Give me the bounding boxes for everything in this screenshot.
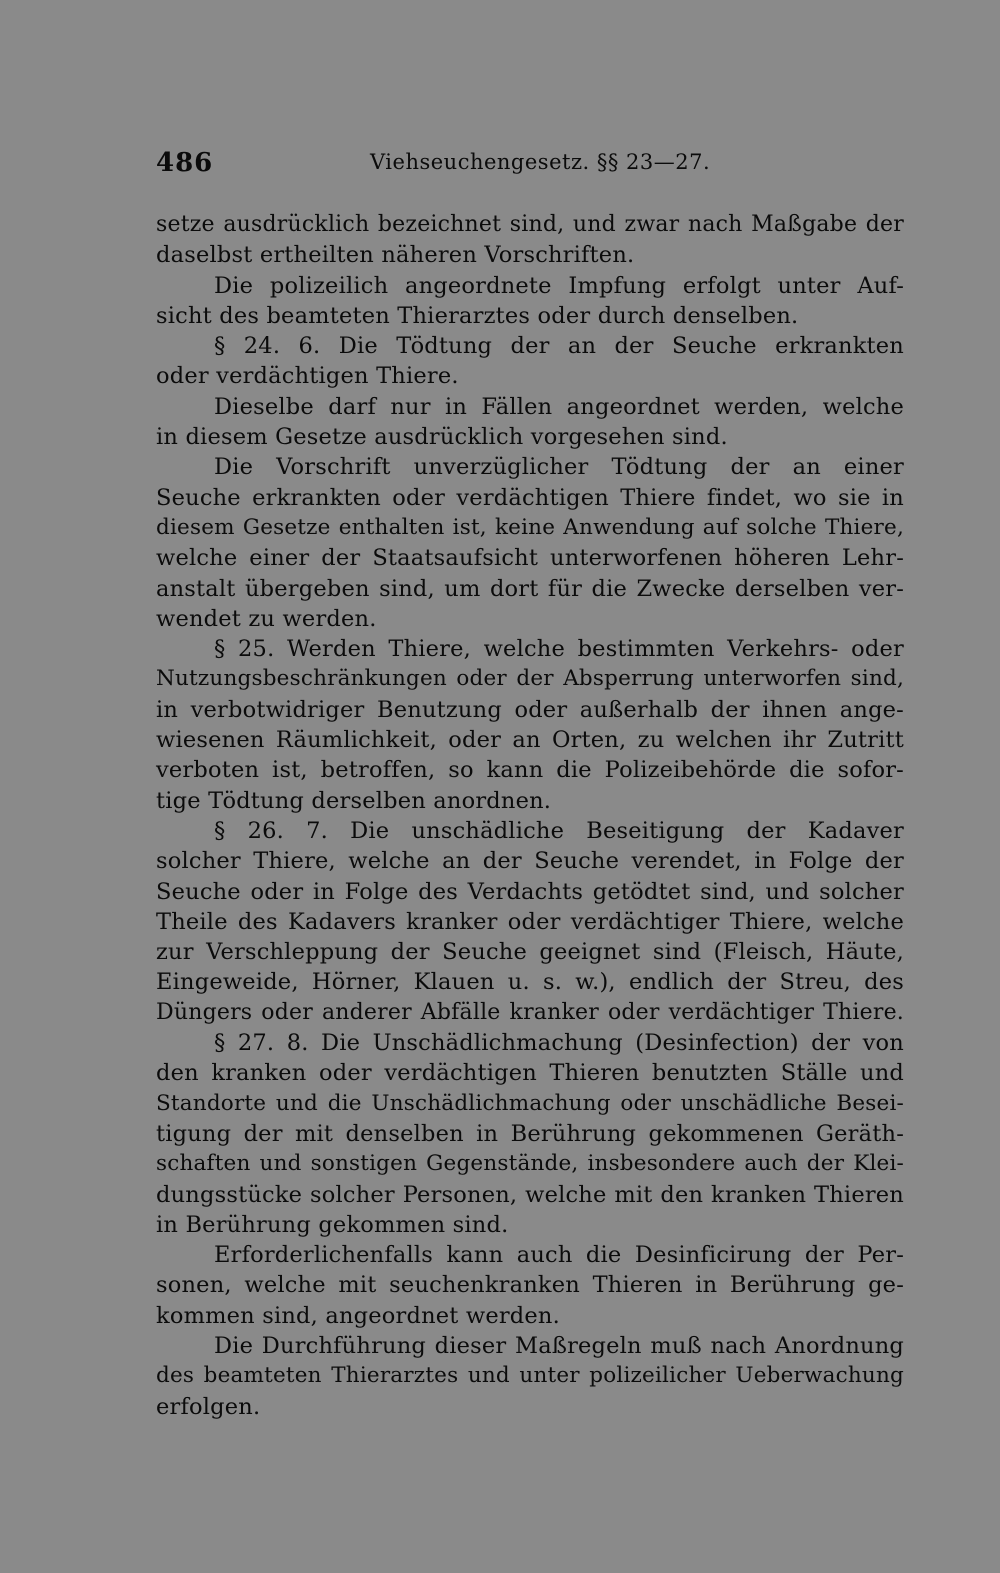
- text-line: Erforderlichenfalls kann auch die Desinficirung der Per-: [214, 1242, 904, 1269]
- text-line: § 24. 6. Die Tödtung der an der Seuche erkrankten: [214, 333, 904, 360]
- text-line: diesem Gesetze enthalten ist, keine Anwendung auf solche Thiere,: [156, 514, 904, 540]
- text-line: des beamteten Thierarztes und unter polizeilicher Ueberwachung: [156, 1363, 904, 1389]
- text-line: Die Durchführung dieser Maßregeln muß nach Anordnung: [214, 1332, 904, 1359]
- body-text: [156, 210, 904, 1422]
- text-line: tige Tödtung derselben anordnen.: [156, 787, 552, 814]
- text-line: Standorte und die Unschädlichmachung oder unschädliche Besei-: [156, 1090, 904, 1116]
- text-line: in verbotwidriger Benutzung oder außerhalb der ihnen ange-: [156, 696, 904, 723]
- text-line: welche einer der Staatsaufsicht unterworfenen höheren Lehr-: [156, 545, 904, 572]
- text-line: Die Vorschrift unverzüglicher Tödtung der an einer: [214, 454, 904, 481]
- text-line: Dieselbe darf nur in Fällen angeordnet werden, welche: [214, 393, 904, 420]
- text-line: in Berührung gekommen sind.: [156, 1211, 509, 1238]
- text-line: Die polizeilich angeordnete Impfung erfolgt unter Auf-: [214, 272, 904, 299]
- text-line: dungsstücke solcher Personen, welche mit den kranken Thieren: [156, 1181, 904, 1208]
- text-line: Düngers oder anderer Abfälle kranker oder verdächtiger Thiere.: [156, 999, 904, 1025]
- text-line: daselbst ertheilten näheren Vorschriften.: [156, 242, 635, 269]
- text-line: den kranken oder verdächtigen Thieren benutzten Ställe und: [156, 1060, 904, 1087]
- text-line: § 26. 7. Die unschädliche Beseitigung der Kadaver: [214, 817, 904, 844]
- text-line: § 25. Werden Thiere, welche bestimmten Verkehrs- oder: [214, 636, 904, 663]
- text-line: schaften und sonstigen Gegenstände, insbesondere auch der Klei-: [156, 1151, 904, 1177]
- page-header: [156, 148, 904, 182]
- text-line: anstalt übergeben sind, um dort für die Zwecke derselben ver-: [156, 575, 904, 602]
- text-line: tigung der mit denselben in Berührung gekommenen Geräth-: [156, 1120, 904, 1147]
- text-line: Eingeweide, Hörner, Klauen u. s. w.), endlich der Streu, des: [156, 969, 904, 996]
- text-line: wendet zu werden.: [156, 605, 377, 632]
- text-line: erfolgen.: [156, 1393, 261, 1420]
- text-line: setze ausdrücklich bezeichnet sind, und zwar nach Maßgabe der: [156, 212, 904, 237]
- page-number: 486: [156, 148, 214, 178]
- text-line: Seuche erkrankten oder verdächtigen Thiere findet, wo sie in: [156, 484, 904, 511]
- text-line: sicht des beamteten Thierarztes oder durch denselben.: [156, 302, 799, 329]
- text-line: oder verdächtigen Thiere.: [156, 363, 459, 390]
- text-line: wiesenen Räumlichkeit, oder an Orten, zu welchen ihr Zutritt: [156, 727, 904, 754]
- running-head: Viehseuchengesetz. §§ 23—27.: [370, 150, 711, 174]
- text-line: § 27. 8. Die Unschädlichmachung (Desinfection) der von: [214, 1030, 904, 1057]
- text-line: verboten ist, betroffen, so kann die Polizeibehörde die sofor-: [156, 757, 904, 784]
- text-line: in diesem Gesetze ausdrücklich vorgesehen sind.: [156, 424, 728, 451]
- text-line: Nutzungsbeschränkungen oder der Absperrung unterworfen sind,: [156, 666, 904, 692]
- text-line: kommen sind, angeordnet werden.: [156, 1302, 560, 1329]
- text-line: sonen, welche mit seuchenkranken Thieren in Berührung ge-: [156, 1272, 904, 1299]
- text-line: zur Verschleppung der Seuche geeignet sind (Fleisch, Häute,: [156, 939, 904, 966]
- text-line: solcher Thiere, welche an der Seuche verendet, in Folge der: [156, 848, 904, 875]
- text-line: Seuche oder in Folge des Verdachts getödtet sind, und solcher: [156, 878, 904, 905]
- text-line: Theile des Kadavers kranker oder verdächtiger Thiere, welche: [156, 908, 904, 935]
